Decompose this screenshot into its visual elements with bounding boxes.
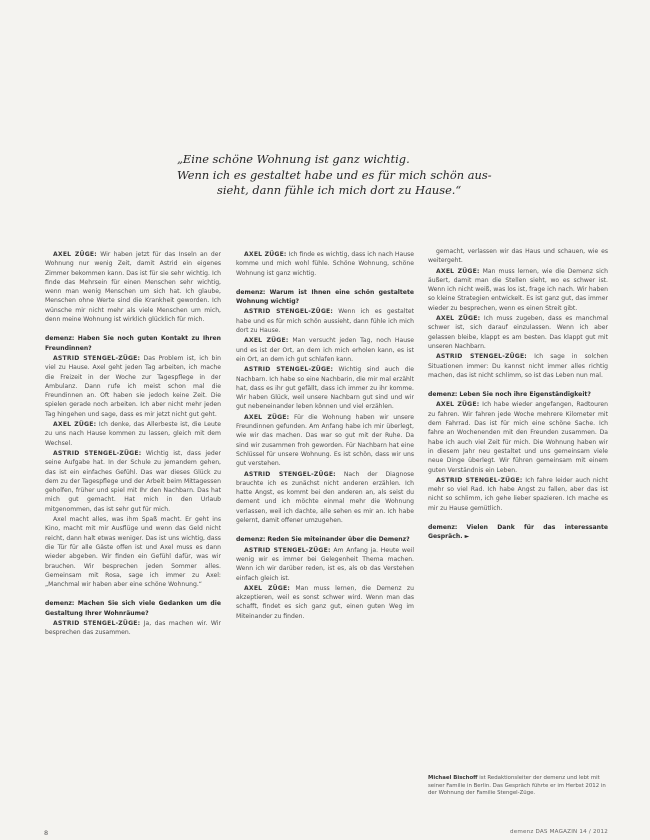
answer-text: Man muss lernen, wie die Demenz sich äußert, damit man die Stellen sieht, wo es schwer ist. Wenn ich nicht weiß, was los ist, frage ich nach. Wir haben so kleine Strategien entwickelt. Es ist ganz gut, das immer wieder zu besprechen, wenn es einen Streit gibt. bbox=[428, 267, 608, 312]
question-text: demenz: Warum ist Ihnen eine schön gestaltete Wohnung wichtig? bbox=[236, 288, 414, 306]
speaker-name: ASTRID STENGEL-ZÜGE: bbox=[53, 354, 141, 362]
interview-answer bbox=[428, 267, 608, 313]
interview-answer bbox=[45, 354, 221, 419]
magazine-footer: demenz DAS MAGAZIN 14 / 2012 bbox=[509, 829, 608, 835]
speaker-name: AXEL ZÜGE: bbox=[244, 413, 290, 421]
interview-question bbox=[236, 535, 414, 544]
quote-line-3: sieht, dann fühle ich mich dort zu Hause.“ bbox=[217, 183, 462, 197]
interview-answer bbox=[45, 619, 221, 638]
question-text: demenz: Machen Sie sich viele Gedanken um die Gestaltung Ihrer Wohnräume? bbox=[45, 600, 221, 617]
answer-text: Ich sage in solchen Situationen immer: Du kannst nicht immer alles richtig machen, das ist nicht schlimm, so ist das Leben nun mal. bbox=[428, 353, 608, 379]
interview-answer bbox=[236, 307, 414, 335]
answer-text: Wenn ich es gestaltet habe und es für mich schön aussieht, dann fühle ich mich dort zu Hause. bbox=[236, 308, 414, 335]
column-3 bbox=[428, 247, 608, 543]
answer-text: Am Anfang ja. Heute weil wenig wir es immer bei Gelegenheit Thema machen. Wenn ich wir darüber reden, ist es, als ob das Verstehen einfach gleich ist. bbox=[236, 546, 415, 582]
interview-answer bbox=[236, 250, 414, 278]
end-arrow-icon: ► bbox=[462, 533, 470, 541]
page-number: 8 bbox=[44, 829, 49, 837]
answer-text: Wichtig ist, dass jeder seine Aufgabe hat. In der Schule zu jemandem gehen, das ist ein einfaches Gefühl. Das war dieses Glück zu dem zu der Tagespflege und der Arbeit beim Mittagessen geholfen, früher und spiel mit Ihr den Nachbarn. Das hat mich gut gemacht. Hat mich in den Urlaub mitgenommen, das ist sehr gut für mich. bbox=[45, 449, 221, 513]
pull-quote bbox=[177, 152, 507, 199]
speaker-name: ASTRID STENGEL-ZÜGE: bbox=[436, 476, 523, 484]
answer-text: Ich finde es wichtig, dass ich nach Hause komme und mich wohl fühle. Schöne Wohnung, schöne Wohnung ist ganz wichtig. bbox=[236, 251, 414, 277]
question-text: demenz: Vielen Dank für das interessante Gespräch. bbox=[428, 524, 608, 541]
speaker-name: ASTRID STENGEL-ZÜGE: bbox=[436, 353, 527, 361]
column-2 bbox=[236, 250, 414, 622]
speaker-name: AXEL ZÜGE: bbox=[53, 421, 97, 429]
speaker-name: ASTRID STENGEL-ZÜGE: bbox=[53, 619, 141, 627]
column-1 bbox=[45, 250, 221, 639]
speaker-name: AXEL ZÜGE: bbox=[244, 584, 290, 592]
interview-answer bbox=[428, 352, 608, 380]
answer-text: Wir haben jetzt für das Inseln an der Wohnung nur wenig Zeit, damit Astrid ein eigenes Zimmer bekommen kann. Das ist für sie sehr wichtig. Ich finde das Mehrsein für einen Menschen sehr wichtig, wenn man wenig Menschen um sich hat. Ich glaube, Menschen ohne Werte sind die Krankheit geworden. Ich wünsche mir nicht mehr als viele Menschen um mich, denn meine Wohnung ist wirklich glücklich für mich. bbox=[45, 251, 221, 324]
speaker-name: ASTRID STENGEL-ZÜGE: bbox=[244, 546, 331, 554]
interview-answer bbox=[236, 546, 414, 583]
answer-text: Wichtig sind auch die Nachbarn. Ich habe so eine Nachbarin, die mir mal erzählt hat, dass es ihr gut gefällt, dass ich immer zu ihr komme. Wir haben Glück, weil unsere Nachbarn gut sind und wir gut nebeneinander leben können und viel erzählen. bbox=[236, 366, 415, 411]
answer-text: Ich fahre leider auch nicht mehr so viel Rad. Ich habe Angst zu fallen, aber das ist nicht so schlimm, ich gehe lieber spazieren. Ich mache es mir zu Hause gemütlich. bbox=[428, 476, 608, 512]
interview-question bbox=[428, 390, 608, 399]
interview-answer bbox=[428, 476, 608, 513]
interview-question bbox=[428, 523, 608, 542]
author-note-text: ist Redaktionsleiter der demenz und lebt mit seiner Familie in Berlin. Das Gespräch führte er im Herbst 2012 in der Wohnung der Familie Stengel-Züge. bbox=[428, 775, 606, 797]
interview-answer bbox=[428, 400, 608, 474]
answer-text: Man versucht jeden Tag, noch Hause und es ist der Ort, an dem ich mich erholen kann, es ist ein Ort, an dem ich gut schlafen kann. bbox=[236, 337, 414, 363]
speaker-name: ASTRID STENGEL-ZÜGE: bbox=[244, 470, 336, 478]
answer-text: Nach der Diagnose brauchte ich es zunächst nicht anderen erzählen. Ich hatte Angst, es kommt bei den anderen an, als seist du dement und ich möchte einmal mehr die Wohnung verlassen, weil ich dachte, alle sehen es mir an. Ich habe gelernt, damit offener umzugehen. bbox=[236, 470, 414, 525]
question-text: demenz: Haben Sie noch guten Kontakt zu Ihren Freundinnen? bbox=[45, 335, 221, 352]
answer-text: Ich denke, das Allerbeste ist, die Leute zu uns nach Hause kommen zu lassen, gleich mit dem Wechsel. bbox=[45, 421, 221, 447]
interview-answer bbox=[45, 420, 221, 448]
interview-answer bbox=[236, 365, 414, 411]
author-note bbox=[428, 775, 608, 798]
quote-line-1: „Eine schöne Wohnung ist ganz wichtig. bbox=[177, 152, 410, 166]
answer-text: Ich muss zugeben, dass es manchmal schwer ist, sich darauf einzulassen. Wenn ich aber gelassen bleibe, klappt es am besten. Das klappt gut mit unseren Nachbarn. bbox=[428, 315, 609, 350]
answer-text: Ja, das machen wir. Wir besprechen das zusammen. bbox=[45, 619, 221, 637]
question-text: demenz: Leben Sie noch ihre Eigenständigkeit? bbox=[428, 391, 591, 399]
speaker-name: AXEL ZÜGE: bbox=[244, 337, 289, 345]
speaker-name: AXEL ZÜGE: bbox=[436, 267, 480, 275]
speaker-name: AXEL ZÜGE: bbox=[436, 401, 480, 409]
answer-text: Das Problem ist, ich bin viel zu Hause. Axel geht jeden Tag arbeiten, ich mache die Freizeit in der Woche zur Tagespflege in der Ambulanz. Dann rufe ich meist schon mal die Freundinnen an. Oft haben sie jedoch keine Zeit. Die spielen gerade noch arbeiten. Ich aber nicht mehr jeden Tag hingehen und sage, dass es mir jetzt nicht gut geht. bbox=[45, 354, 221, 418]
interview-answer bbox=[428, 314, 608, 351]
speaker-name: AXEL ZÜGE: bbox=[53, 251, 97, 258]
interview-answer bbox=[236, 336, 414, 364]
interview-answer bbox=[45, 449, 221, 514]
speaker-name: ASTRID STENGEL-ZÜGE: bbox=[53, 449, 142, 457]
speaker-name: AXEL ZÜGE: bbox=[436, 315, 481, 323]
answer-text: Axel macht alles, was ihm Spaß macht. Er geht ins Kino, macht mit mir Ausflüge und wenn das Geld nicht reicht, dann halt etwas weniger. Das ist uns wichtig, dass die Tür für alle Gäste offen ist und Axel muss es dann wieder abgeben. Wir finden ein Gefühl dafür, was wir brauchen. Wir besprechen jeden Sommer alles. Gemeinsam mit Rosa, sage ich immer zu Axel: „Manchmal wir haben aber eine schöne Wohnung.“ bbox=[45, 516, 221, 589]
speaker-name: ASTRID STENGEL-ZÜGE: bbox=[244, 308, 334, 316]
interview-answer bbox=[236, 470, 414, 526]
quote-line-2: Wenn ich es gestaltet habe und es für mich schön aus- bbox=[177, 167, 492, 182]
interview-question bbox=[45, 334, 221, 353]
interview-answer bbox=[45, 515, 221, 589]
interview-answer bbox=[236, 584, 414, 621]
answer-text: gemacht, verlassen wir das Haus und schauen, wie es weitergeht. bbox=[428, 248, 608, 265]
answer-text: Für die Wohnung haben wir unsere Freundinnen gefunden. Am Anfang habe ich mir überlegt, wie wir das machen. Das war so gut mit der Ruhe. Da sind wir zusammen froh geworden. Für Nachbarn hat eine Schlüssel für unsere Wohnung. Es ist schön, dass wir uns gut verstehen. bbox=[236, 413, 414, 468]
question-text: demenz: Reden Sie miteinander über die Demenz? bbox=[236, 536, 410, 544]
interview-answer bbox=[428, 247, 608, 266]
interview-question bbox=[236, 288, 414, 307]
interview-question bbox=[45, 599, 221, 618]
interview-answer bbox=[236, 413, 414, 469]
answer-text: Man muss lernen, die Demenz zu akzeptieren, weil es sonst schwer wird. Wenn man das schafft, findet es sich ganz gut, einen guten Weg im Miteinander zu finden. bbox=[236, 584, 414, 620]
author-name: Michael Bischoff bbox=[428, 775, 478, 781]
speaker-name: ASTRID STENGEL-ZÜGE: bbox=[244, 366, 334, 374]
answer-text: Ich habe wieder angefangen, Radtouren zu fahren. Wir fahren jede Woche mehrere Kilometer mit dem Fahrrad. Das ist für mich eine schöne Sache. Ich fahre an Wochenenden mit den Freunden zusammen. Da habe ich auch viel Zeit für mich. Die Wohnung haben wir in diesem Jahr neu gestaltet und uns gemeinsam viele neue Dinge überlegt. Wir führen gemeinsam mit einem guten Verständnis ein Leben. bbox=[428, 401, 608, 474]
interview-answer bbox=[45, 250, 221, 324]
speaker-name: AXEL ZÜGE: bbox=[244, 251, 287, 258]
